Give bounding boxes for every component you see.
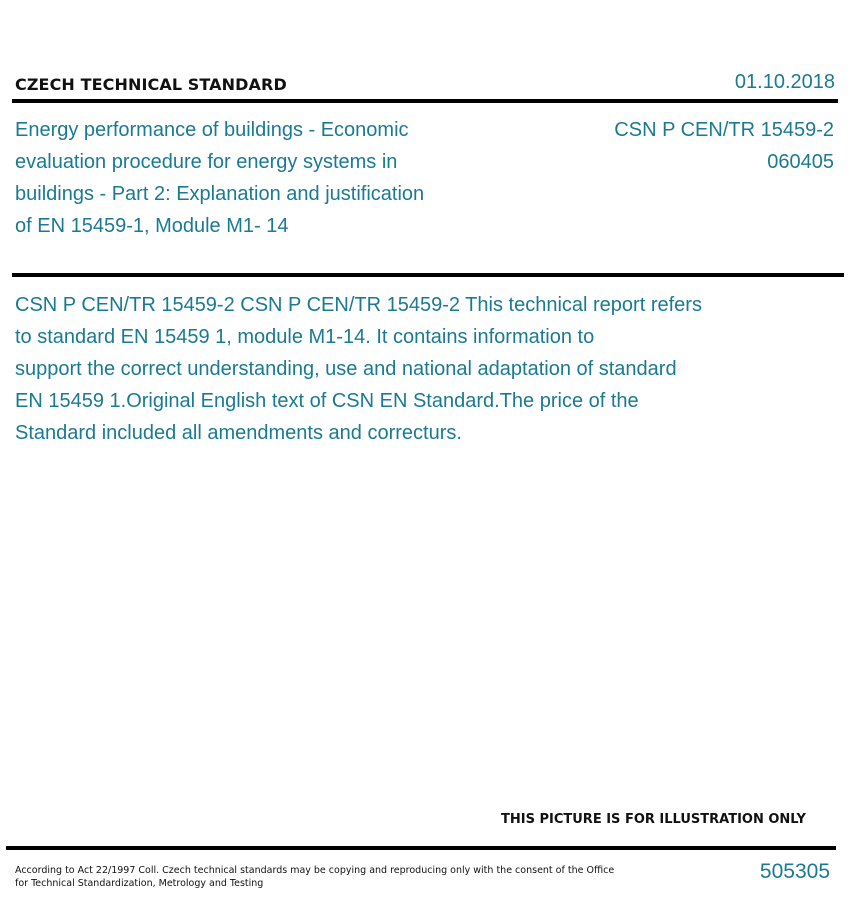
abstract-line: CSN P CEN/TR 15459-2 CSN P CEN/TR 15459-2 This technical report refers	[15, 294, 702, 316]
header-divider	[12, 99, 838, 103]
price-code: 505305	[759, 860, 830, 883]
standard-title-line: buildings - Part 2: Explanation and justification	[15, 183, 425, 205]
abstract-line: to standard EN 15459 1, module M1-14. It contains information to	[15, 326, 595, 348]
standard-title-line: Energy performance of buildings - Economic	[15, 119, 409, 141]
legal-line: According to Act 22/1997 Coll. Czech technical standards may be copying and reproducing only with the consent of the Office	[15, 865, 615, 876]
illustration-note: THIS PICTURE IS FOR ILLUSTRATION ONLY	[501, 812, 806, 827]
standard-code: CSN P CEN/TR 15459-2	[614, 119, 834, 141]
standard-title-line: evaluation procedure for energy systems in	[15, 151, 398, 173]
abstract-line: Standard included all amendments and correcturs.	[15, 422, 462, 444]
class-number: 060405	[767, 151, 834, 173]
standard-title-line: of EN 15459-1, Module M1- 14	[15, 215, 289, 237]
abstract-text	[15, 289, 805, 449]
publication-date: 01.10.2018	[734, 71, 835, 93]
document-type-label: CZECH TECHNICAL STANDARD	[15, 75, 287, 94]
title-divider	[12, 273, 844, 277]
standard-title	[15, 114, 485, 242]
abstract-line: support the correct understanding, use and national adaptation of standard	[15, 358, 677, 380]
standard-codes	[614, 114, 834, 178]
legal-notice	[15, 864, 615, 890]
footer-divider	[6, 846, 836, 850]
abstract-line: EN 15459 1.Original English text of CSN EN Standard.The price of the	[15, 390, 639, 412]
legal-line: for Technical Standardization, Metrology and Testing	[15, 878, 264, 889]
